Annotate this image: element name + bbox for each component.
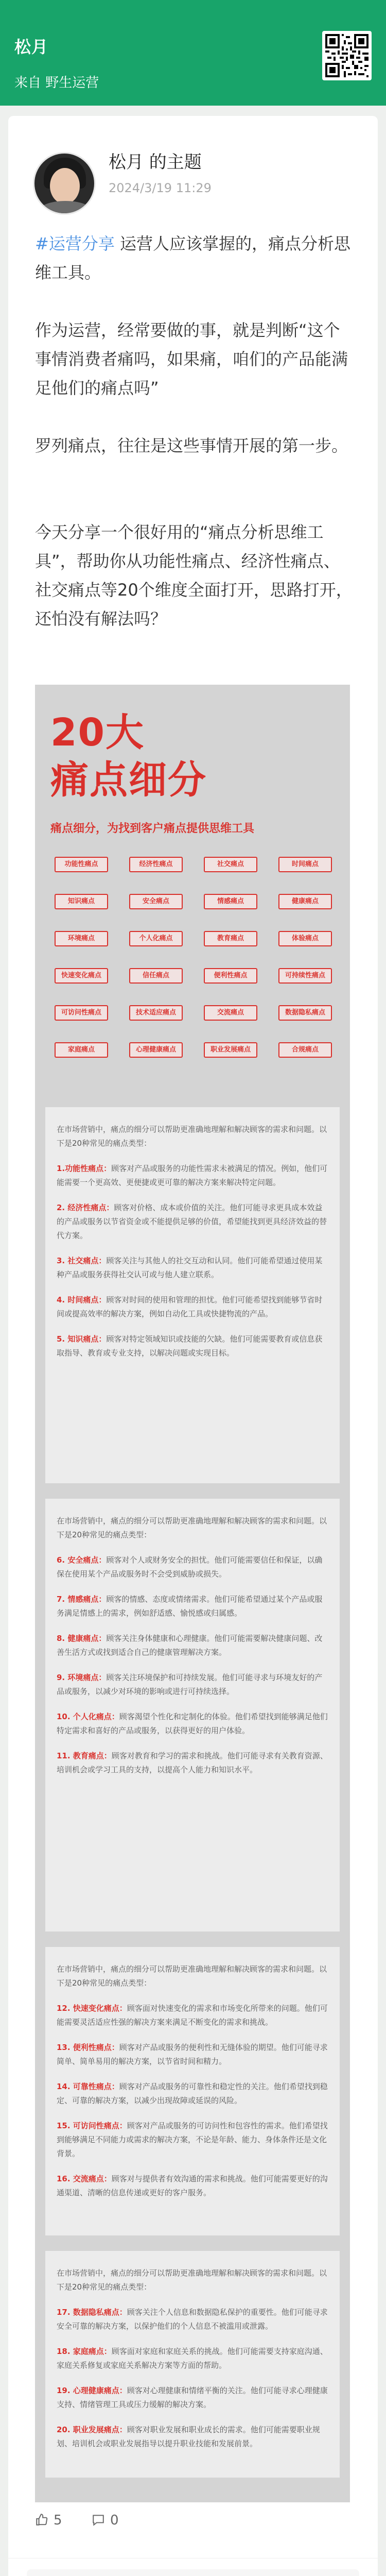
pain-point-item-title: 15. 可访问性痛点： <box>57 2121 127 2130</box>
pain-point-item <box>57 1332 328 1360</box>
like-count: 5 <box>54 2513 62 2528</box>
post-paragraph-3: 罗列痛点，往往是这些事情开展的第一步。 <box>35 436 348 455</box>
pain-point-tag: 数据隐私痛点 <box>278 1005 332 1021</box>
pain-point-tag: 社交痛点 <box>204 857 257 872</box>
pain-point-item <box>57 2306 328 2333</box>
pain-point-item-title: 13. 便利性痛点： <box>57 2043 119 2052</box>
section-intro: 在市场营销中，痛点的细分可以帮助更准确地理解和解决顾客的需求和问题。以下是20种常见的痛点类型： <box>57 1964 327 1988</box>
pain-point-tag: 职业发展痛点 <box>204 1042 257 1058</box>
pain-point-tag: 便利性痛点 <box>204 968 257 984</box>
pain-point-item-text: 顾客对产品或服务的便利性和无缝体验的期望。他们可能寻求简单、简单易用的解决方案，以节省时间和精力。 <box>57 2043 328 2066</box>
pain-point-item <box>57 1553 328 1581</box>
pain-point-tag: 个人化痛点 <box>129 931 183 946</box>
pain-point-item <box>57 2002 328 2029</box>
pain-point-item-text: 顾客对价格、成本或价值的关注。他们可能寻求更具成本效益的产品或服务以节省资金或不能提供足够的价值，希望能找到更具经济效益的替代方案。 <box>57 1203 327 1240</box>
pain-point-item <box>57 2384 328 2412</box>
post-paragraph-1-text: 运营人应该掌握的，痛点分析思维工具。 <box>35 234 351 282</box>
pain-point-tag: 技术适应痛点 <box>129 1005 183 1021</box>
pain-point-item-title: 11. 教育痛点： <box>57 1751 112 1760</box>
pain-point-item-text: 顾客对时间的使用和管理的担忧。他们可能希望找到能够节省时间或提高效率的解决方案，例如自动化工具或快捷物流的产品。 <box>57 1295 323 1318</box>
pain-point-item-text: 顾客对教育和学习的需求和挑战。他们可能寻求有关教育资源、培训机会或学习工具的支持，以提高个人能力和知识水平。 <box>57 1751 328 1774</box>
pain-point-tag: 家庭痛点 <box>55 1042 108 1058</box>
post-image[interactable] <box>35 685 350 2502</box>
pain-point-item-text: 顾客对产品或服务的可访问性和包容性的需求。他们希望找到能够满足不同能力或需求的解决方案，不论是年龄、能力、身体条件还是文化背景。 <box>57 2121 328 2158</box>
pain-point-item-text: 顾客对产品或服务的功能性需求未被满足的情况。例如，他们可能需要一个更高效、更便捷或更可靠的解决方案来解决特定问题。 <box>57 1164 328 1187</box>
pain-point-tag: 经济性痛点 <box>129 857 183 872</box>
pain-point-tag: 体验痛点 <box>278 931 332 946</box>
qr-code-icon[interactable] <box>322 31 372 80</box>
pain-point-item-title: 5. 知识痛点： <box>57 1334 107 1344</box>
pain-point-item-title: 14. 可靠性痛点： <box>57 2082 119 2091</box>
account-card[interactable] <box>27 2569 359 2576</box>
group-source[interactable]: 来自 野生运营 <box>14 75 99 91</box>
pain-point-item-title: 10. 个人化痛点： <box>57 1712 119 1721</box>
pain-point-item-title: 18. 家庭痛点： <box>57 2347 112 2356</box>
pain-point-item-text: 顾客面对家庭和家庭关系的挑战。他们可能需要支持家庭沟通、家庭关系修复或家庭关系解决方案等方面的帮助。 <box>57 2347 328 2370</box>
post-paragraph-1 <box>35 229 354 287</box>
pain-point-tag: 可持续性痛点 <box>278 968 332 984</box>
pain-point-item-text: 顾客的情感、态度或情绪需求。他们可能希望通过某个产品或服务满足情感上的需求，例如舒适感、愉悦感或归属感。 <box>57 1595 323 1618</box>
group-title: 松月 <box>14 37 49 57</box>
section-intro: 在市场营销中，痛点的细分可以帮助更准确地理解和解决顾客的需求和问题。以下是20种常见的痛点类型： <box>57 2268 327 2292</box>
pain-point-item-title: 6. 安全痛点： <box>57 1555 107 1565</box>
pain-point-item <box>57 1293 328 1321</box>
pain-point-item-text: 顾客渴望个性化和定制化的体验。他们希望找到能够满足他们特定需求和喜好的产品或服务，以获得更好的用户体验。 <box>57 1712 328 1735</box>
pain-point-item-text: 顾客对产品或服务的可靠性和稳定性的关注。他们希望找到稳定、可靠的解决方案，以减少出现故障或延误的风险。 <box>57 2082 328 2105</box>
pain-point-item-text: 顾客关注与其他人的社交互动和认同。他们可能希望通过使用某种产品或服务获得社交认可或与他人建立联系。 <box>57 1256 323 1279</box>
pain-point-tag: 快速变化痛点 <box>55 968 108 984</box>
pain-point-item-text: 顾客面对快速变化的需求和市场变化所带来的问题。他们可能需要灵活适应性强的解决方案来满足不断变化的需求和挑战。 <box>57 2004 328 2027</box>
pain-point-item <box>57 1592 328 1620</box>
pain-point-item-text: 顾客对个人或财务安全的担忧。他们可能需要信任和保证，以确保在使用某个产品或服务时不会受到威胁或损失。 <box>57 1555 323 1579</box>
pain-point-item-text: 顾客关注个人信息和数据隐私保护的重要性。他们可能寻求安全可靠的解决方案，以保护他们的个人信息不被滥用或泄露。 <box>57 2308 328 2331</box>
pain-point-item <box>57 2119 328 2161</box>
pain-point-tag: 安全痛点 <box>129 894 183 909</box>
pain-point-item-title: 19. 心理健康痛点： <box>57 2386 127 2395</box>
topic-tag[interactable]: #运营分享 <box>35 234 115 253</box>
pain-point-tag: 信任痛点 <box>129 968 183 984</box>
pain-point-item-text: 顾客对特定领域知识或技能的欠缺。他们可能需要教育或信息获取指导、教育或专业支持，以解决问题或实现目标。 <box>57 1334 323 1358</box>
pain-point-tag: 可访问性痛点 <box>55 1005 108 1021</box>
pain-point-item-title: 1.功能性痛点： <box>57 1164 112 1173</box>
pain-point-item <box>57 1710 328 1738</box>
graphic-title-2: 痛点细分 <box>50 758 207 802</box>
graphic-subtitle: 痛点细分，为找到客户痛点提供思维工具 <box>50 822 255 835</box>
graphic-section-2 <box>45 1499 340 1931</box>
graphic-section-4 <box>45 2251 340 2478</box>
pain-point-item <box>57 1201 328 1243</box>
pain-point-item-title: 2. 经济性痛点： <box>57 1203 114 1212</box>
pain-point-item-text: 顾客对心理健康和情绪平衡的关注。他们可能寻求心理健康支持、情绪管理工具或压力缓解的解决方案。 <box>57 2386 328 2409</box>
graphic-title-1: 20大 <box>50 710 145 755</box>
pain-point-item-title: 7. 情感痛点： <box>57 1595 107 1604</box>
comment-button[interactable] <box>92 2513 119 2528</box>
pain-point-item-title: 9. 环境痛点： <box>57 1673 107 1682</box>
pain-point-tag: 情感痛点 <box>204 894 257 909</box>
pain-point-item-title: 3. 社交痛点： <box>57 1256 107 1265</box>
pain-point-tag: 功能性痛点 <box>55 857 108 872</box>
comment-icon <box>92 2513 105 2527</box>
pain-point-tag: 时间痛点 <box>278 857 332 872</box>
post-paragraph-2: 作为运营，经常要做的事，就是判断“这个事情消费者痛吗，如果痛，咱们的产品能满足他们的痛点吗” <box>35 320 348 398</box>
like-button[interactable] <box>35 2513 62 2528</box>
post-author[interactable]: 松月 的主题 <box>109 152 202 173</box>
pain-point-item-text: 顾客关注环境保护和可持续发展。他们可能寻求与环境友好的产品或服务，以减少对环境的影响或进行可持续选择。 <box>57 1673 323 1696</box>
section-intro: 在市场营销中，痛点的细分可以帮助更准确地理解和解决顾客的需求和问题。以下是20种常见的痛点类型： <box>57 1516 327 1539</box>
pain-point-item-title: 8. 健康痛点： <box>57 1634 107 1643</box>
pain-point-tag: 交流痛点 <box>204 1005 257 1021</box>
pain-point-tag: 环境痛点 <box>55 931 108 946</box>
pain-point-item <box>57 1632 328 1659</box>
pain-point-item <box>57 1749 328 1777</box>
pain-point-item-text: 顾客关注身体健康和心理健康。他们可能需要解决健康问题、改善生活方式或找到适合自己的健康管理解决方案。 <box>57 1634 323 1657</box>
pain-point-item <box>57 1671 328 1699</box>
pain-point-item-title: 4. 时间痛点： <box>57 1295 107 1304</box>
avatar[interactable] <box>33 152 96 215</box>
pain-point-item-title: 16. 交流痛点： <box>57 2174 112 2183</box>
section-intro: 在市场营销中，痛点的细分可以帮助更准确地理解和解决顾客的需求和问题。以下是20种常见的痛点类型： <box>57 1125 327 1148</box>
graphic-section-3 <box>45 1947 340 2235</box>
thumbs-up-icon <box>35 2513 48 2527</box>
pain-point-item-title: 12. 快速变化痛点： <box>57 2004 127 2013</box>
pain-point-tag: 教育痛点 <box>204 931 257 946</box>
pain-point-item <box>57 2172 328 2200</box>
pain-point-item-title: 20. 职业发展痛点： <box>57 2425 127 2434</box>
pain-point-item <box>57 2080 328 2108</box>
pain-point-item <box>57 2345 328 2372</box>
pain-point-tag: 知识痛点 <box>55 894 108 909</box>
pain-point-item-text: 顾客对与提供者有效沟通的需求和挑战。他们可能需要更好的沟通渠道、清晰的信息传递或更好的客户服务。 <box>57 2174 328 2197</box>
post-card <box>8 116 378 2576</box>
pain-point-tag: 心理健康痛点 <box>129 1042 183 1058</box>
post-paragraph-4: 今天分享一个很好用的“痛点分析思维工具”，帮助你从功能性痛点、经济性痛点、社交痛点等20个维度全面打开，思路打开，还怕没有解法吗？ <box>35 522 353 629</box>
pain-point-item-title: 17. 数据隐私痛点： <box>57 2308 127 2317</box>
pain-point-item-text: 顾客对职业发展和职业成长的需求。他们可能需要职业规划、培训机会或职业发展指导以提升职业技能和发展前景。 <box>57 2425 320 2448</box>
post-timestamp: 2024/3/19 11:29 <box>109 181 212 195</box>
pain-point-item <box>57 1162 328 1190</box>
group-header <box>0 0 386 106</box>
graphic-section-1 <box>45 1107 340 1483</box>
pain-point-tag: 合规痛点 <box>278 1042 332 1058</box>
pain-point-item <box>57 1254 328 1282</box>
pain-point-tag: 健康痛点 <box>278 894 332 909</box>
comment-count: 0 <box>110 2513 119 2528</box>
pain-point-item <box>57 2423 328 2451</box>
pain-point-item <box>57 2041 328 2069</box>
